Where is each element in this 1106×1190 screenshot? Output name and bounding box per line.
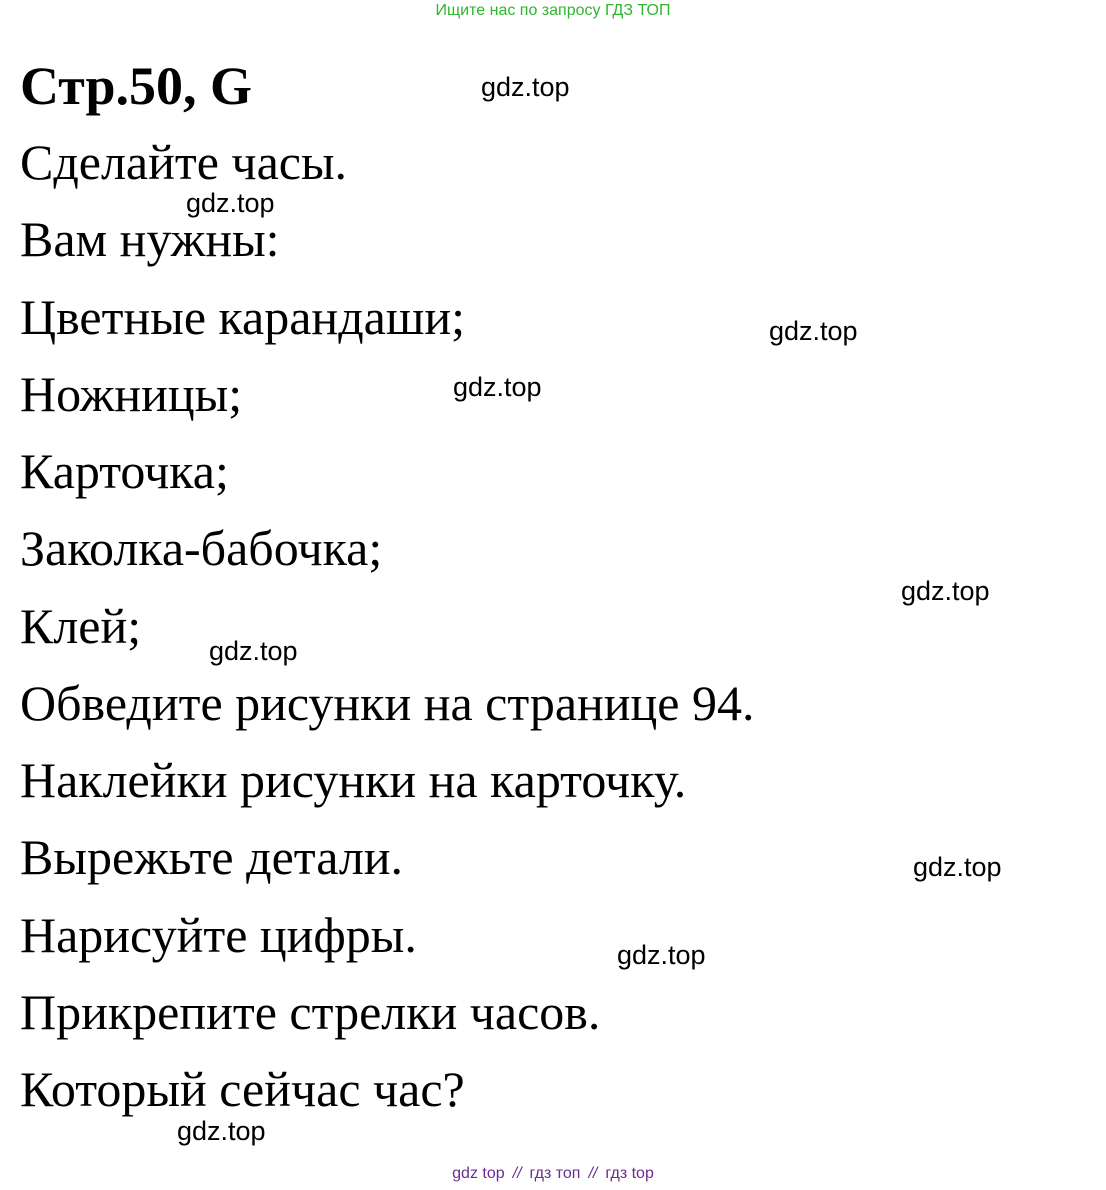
- text-line-13: Который сейчас час?: [20, 1061, 465, 1117]
- footer-link-gdz-top-ru[interactable]: гдз топ: [529, 1165, 581, 1182]
- watermark: gdz.top: [177, 1116, 266, 1146]
- watermark: gdz.top: [617, 940, 706, 970]
- text-line-12: Прикрепите стрелки часов.: [20, 984, 601, 1040]
- text-line-5: Карточка;: [20, 443, 229, 499]
- watermark: gdz.top: [769, 316, 858, 346]
- text-line-4: Ножницы;: [20, 366, 243, 422]
- footer-link-gdz-top[interactable]: gdz top: [452, 1165, 505, 1182]
- page-title: Стр.50, G: [20, 56, 253, 116]
- text-line-2: Вам нужны:: [20, 211, 280, 267]
- text-line-6: Заколка-бабочка;: [20, 520, 383, 576]
- footer-separator: //: [512, 1165, 522, 1182]
- footer-link-gdz-top-mixed[interactable]: гдз top: [605, 1165, 654, 1182]
- footer: [0, 1163, 1106, 1185]
- text-line-9: Наклейки рисунки на карточку.: [20, 752, 687, 808]
- watermark: gdz.top: [901, 576, 990, 606]
- watermark: gdz.top: [453, 372, 542, 402]
- text-line-7: Клей;: [20, 598, 142, 654]
- top-banner: Ищите нас по запросу ГДЗ ТОП: [435, 2, 671, 19]
- watermark: gdz.top: [186, 188, 275, 218]
- text-line-1: Сделайте часы.: [20, 134, 348, 190]
- text-line-10: Вырежьте детали.: [20, 829, 404, 885]
- footer-separator: //: [588, 1165, 598, 1182]
- text-line-8: Обведите рисунки на странице 94.: [20, 675, 755, 731]
- watermark: gdz.top: [481, 72, 570, 102]
- text-line-3: Цветные карандаши;: [20, 289, 465, 345]
- text-line-11: Нарисуйте цифры.: [20, 907, 417, 963]
- watermark: gdz.top: [913, 852, 1002, 882]
- watermark: gdz.top: [209, 636, 298, 666]
